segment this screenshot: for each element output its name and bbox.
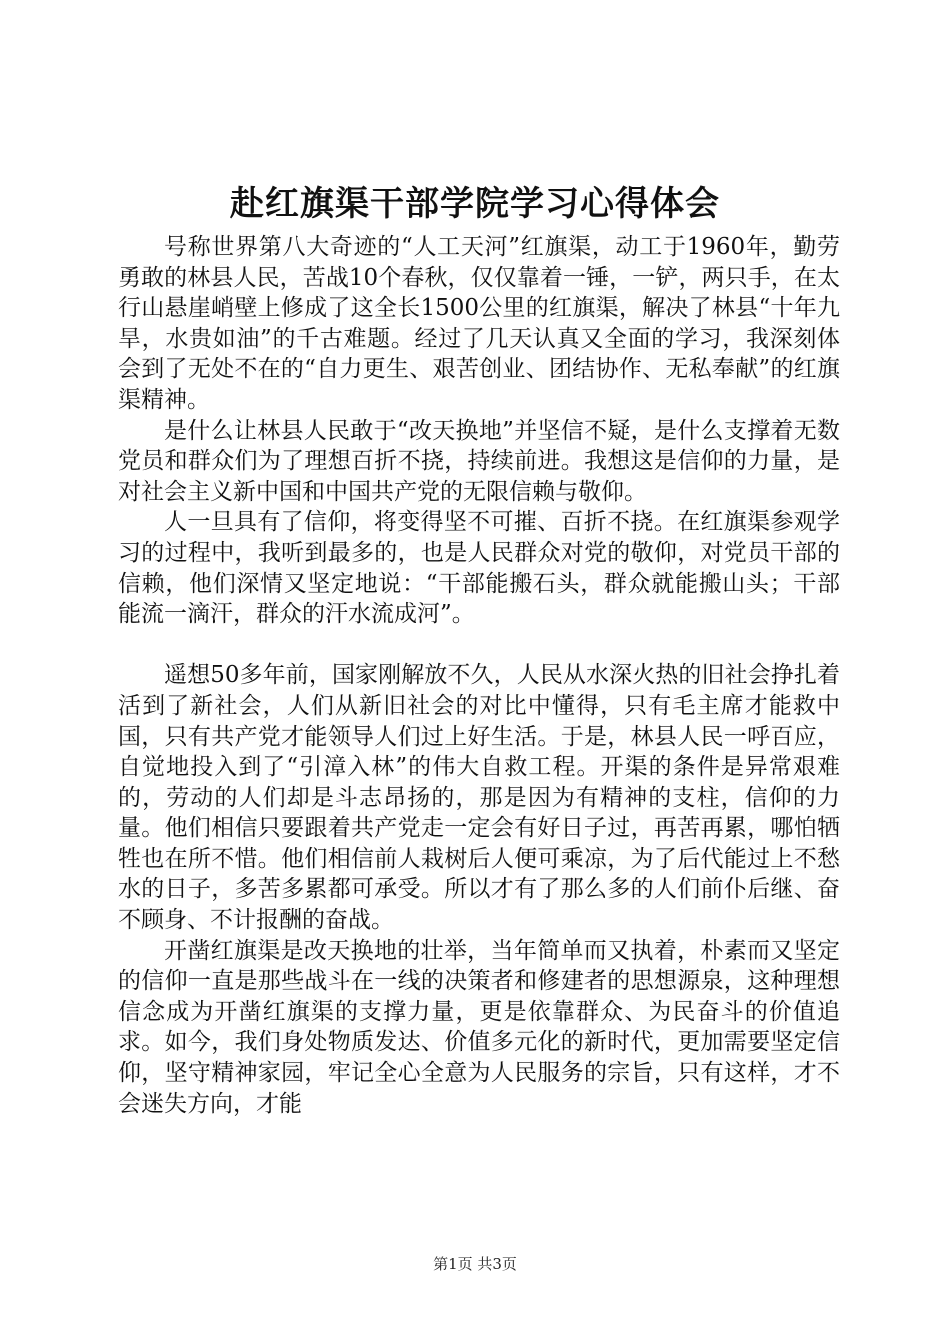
paragraph-1: 号称世界第八大奇迹的“人工天河”红旗渠，动工于1960年，勤劳勇敢的林县人民，苦战10个春秋，仅仅靠着一锤，一铲，两只手，在太行山悬崖峭壁上修成了这全长1500公里的红旗渠，解决了林县“十年九旱，水贵如油”的千古难题。经过了几天认真又全面的学习，我深刻体会到了无处不在的“自力更生、艰苦创业、团结协作、无私奉献”的红旗渠精神。 — [118, 234, 840, 413]
paragraph-3: 人一旦具有了信仰，将变得坚不可摧、百折不挠。在红旗渠参观学习的过程中，我听到最多的，也是人民群众对党的敬仰，对党员干部的信赖，他们深情又坚定地说：“干部能搬石头，群众就能搬山头；干部能流一滴汗，群众的汗水流成河”。 — [118, 509, 840, 628]
document-body — [118, 232, 840, 1119]
document-title: 赴红旗渠干部学院学习心得体会 — [230, 184, 720, 224]
paragraph-4: 遥想50多年前，国家刚解放不久，人民从水深火热的旧社会挣扎着活到了新社会，人们从新旧社会的对比中懂得，只有毛主席才能救中国，只有共产党才能领导人们过上好生活。于是，林县人民一呼百应，自觉地投入到了“引漳入林”的伟大自救工程。开渠的条件是异常艰难的，劳动的人们却是斗志昂扬的，那是因为有精神的支柱，信仰的力量。他们相信只要跟着共产党走一定会有好日子过，再苦再累，哪怕牺牲也在所不惜。他们相信前人栽树后人便可乘凉，为了后代能过上不愁水的日子，多苦多累都可承受。所以才有了那么多的人们前仆后继、奋不顾身、不计报酬的奋战。 — [118, 662, 840, 934]
paragraph-5: 开凿红旗渠是改天换地的壮举，当年简单而又执着，朴素而又坚定的信仰一直是那些战斗在一线的决策者和修建者的思想源泉，这种理想信念成为开凿红旗渠的支撑力量，更是依靠群众、为民奋斗的价值追求。如今，我们身处物质发达、价值多元化的新时代，更加需要坚定信仰，坚守精神家园，牢记全心全意为人民服务的宗旨，只有这样，才不会迷失方向，才能 — [118, 937, 840, 1117]
page-footer: 第1页 共3页 — [433, 1255, 517, 1273]
paragraph-2: 是什么让林县人民敢于“改天换地”并坚信不疑，是什么支撑着无数党员和群众们为了理想百折不挠，持续前进。我想这是信仰的力量，是对社会主义新中国和中国共产党的无限信赖与敬仰。 — [118, 417, 840, 505]
